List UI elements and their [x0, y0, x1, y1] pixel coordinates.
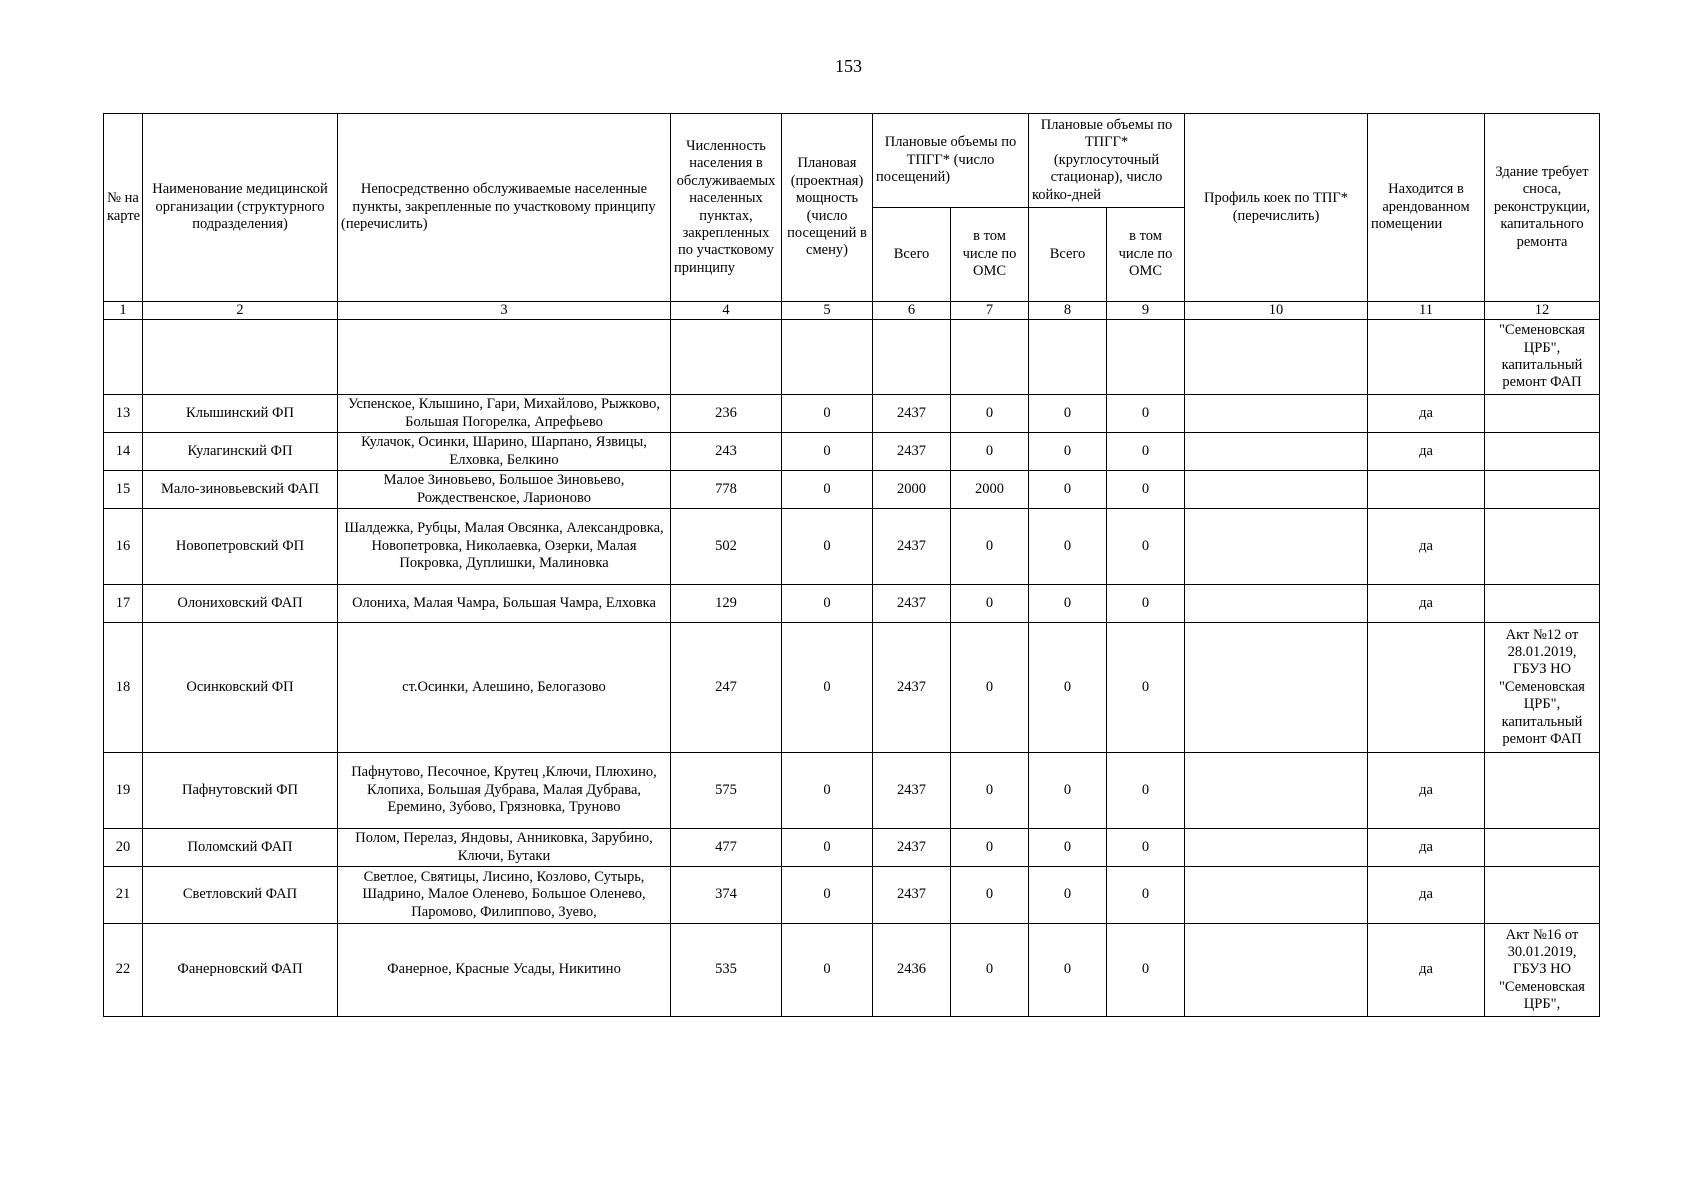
rented — [1368, 471, 1485, 509]
capacity: 0 — [782, 753, 873, 829]
population: 575 — [671, 753, 782, 829]
organization-name: Фанерновский ФАП — [143, 924, 338, 1017]
colnum-2: 2 — [143, 302, 338, 320]
row-number: 21 — [104, 867, 143, 924]
visits-total: 2437 — [873, 585, 951, 623]
beds-total: 0 — [1029, 867, 1107, 924]
colnum-7: 7 — [951, 302, 1029, 320]
colnum-8: 8 — [1029, 302, 1107, 320]
visits-total: 2437 — [873, 509, 951, 585]
repair-note — [1485, 471, 1600, 509]
visits-oms: 0 — [951, 867, 1029, 924]
table-row — [104, 509, 1600, 585]
row-number: 14 — [104, 433, 143, 471]
colnum-3: 3 — [338, 302, 671, 320]
population: 247 — [671, 623, 782, 753]
repair-note — [1485, 509, 1600, 585]
beds-total: 0 — [1029, 509, 1107, 585]
repair-note — [1485, 395, 1600, 433]
population: 236 — [671, 395, 782, 433]
beds-oms: 0 — [1107, 867, 1185, 924]
header-settlements: Непосредственно обслуживаемые населенные пункты, закрепленные по участковому принципу (перечислить) — [338, 114, 671, 302]
colnum-11: 11 — [1368, 302, 1485, 320]
beds-oms: 0 — [1107, 433, 1185, 471]
visits-total: 2437 — [873, 867, 951, 924]
settlements: Полом, Перелаз, Яндовы, Анниковка, Зарубино, Ключи, Бутаки — [338, 829, 671, 867]
settlements: Пафнутово, Песочное, Крутец ,Ключи, Плюхино, Клопиха, Большая Дубрава, Малая Дубрава, Еремино, Зубово, Грязновка, Труново — [338, 753, 671, 829]
capacity: 0 — [782, 867, 873, 924]
colnum-1: 1 — [104, 302, 143, 320]
repair-note — [1485, 753, 1600, 829]
row-number: 17 — [104, 585, 143, 623]
visits-total: 2437 — [873, 623, 951, 753]
settlements: Шалдежка, Рубцы, Малая Овсянка, Александровка, Новопетровка, Николаевка, Озерки, Малая Покровка, Дуплишки, Малиновка — [338, 509, 671, 585]
bed-profile — [1185, 829, 1368, 867]
header-repair: Здание требует сноса, реконструкции, капитального ремонта — [1485, 114, 1600, 302]
visits-total: 2000 — [873, 471, 951, 509]
rented: да — [1368, 395, 1485, 433]
visits-oms: 0 — [951, 433, 1029, 471]
colnum-12: 12 — [1485, 302, 1600, 320]
organization-name: Осинковский ФП — [143, 623, 338, 753]
bed-profile — [1185, 867, 1368, 924]
subheader-visits-oms: в том числе по ОМС — [951, 208, 1029, 302]
settlements: ст.Осинки, Алешино, Белогазово — [338, 623, 671, 753]
bed-profile — [1185, 585, 1368, 623]
bed-profile — [1185, 395, 1368, 433]
table-row — [104, 395, 1600, 433]
repair-note — [1485, 829, 1600, 867]
settlements: Фанерное, Красные Усады, Никитино — [338, 924, 671, 1017]
visits-oms: 0 — [951, 395, 1029, 433]
table-row — [104, 867, 1600, 924]
beds-oms: 0 — [1107, 585, 1185, 623]
visits-total: 2437 — [873, 395, 951, 433]
row-number: 19 — [104, 753, 143, 829]
visits-oms: 0 — [951, 509, 1029, 585]
table-row — [104, 471, 1600, 509]
population: 129 — [671, 585, 782, 623]
header-row — [104, 114, 1600, 208]
page-number: 153 — [835, 56, 862, 76]
bed-profile — [1185, 924, 1368, 1017]
capacity: 0 — [782, 924, 873, 1017]
rented: да — [1368, 433, 1485, 471]
rented — [1368, 623, 1485, 753]
beds-total: 0 — [1029, 471, 1107, 509]
population: 502 — [671, 509, 782, 585]
header-rented: Находится в арендованном помещении — [1368, 114, 1485, 302]
continuation-note: "Семеновская ЦРБ", капитальный ремонт ФАП — [1485, 320, 1600, 395]
row-number: 15 — [104, 471, 143, 509]
population: 374 — [671, 867, 782, 924]
beds-oms: 0 — [1107, 829, 1185, 867]
capacity: 0 — [782, 509, 873, 585]
row-number: 13 — [104, 395, 143, 433]
organization-name: Светловский ФАП — [143, 867, 338, 924]
bed-profile — [1185, 433, 1368, 471]
repair-note: Акт №16 от 30.01.2019, ГБУЗ НО "Семеновская ЦРБ", — [1485, 924, 1600, 1017]
capacity: 0 — [782, 623, 873, 753]
beds-total: 0 — [1029, 623, 1107, 753]
bed-profile — [1185, 471, 1368, 509]
visits-total: 2437 — [873, 829, 951, 867]
organization-name: Пафнутовский ФП — [143, 753, 338, 829]
rented: да — [1368, 829, 1485, 867]
rented: да — [1368, 753, 1485, 829]
settlements: Кулачок, Осинки, Шарино, Шарпано, Язвицы, Елховка, Белкино — [338, 433, 671, 471]
beds-total: 0 — [1029, 395, 1107, 433]
table-row — [104, 924, 1600, 1017]
organization-name: Поломский ФАП — [143, 829, 338, 867]
header-bed-profile: Профиль коек по ТПГ* (перечислить) — [1185, 114, 1368, 302]
table-row — [104, 585, 1600, 623]
visits-total: 2436 — [873, 924, 951, 1017]
population: 778 — [671, 471, 782, 509]
visits-oms: 0 — [951, 585, 1029, 623]
header-beds-group: Плановые объемы по ТПГГ* (круглосуточный стационар), число койко-дней — [1029, 114, 1185, 208]
beds-total: 0 — [1029, 753, 1107, 829]
header-map-number: № на карте — [104, 114, 143, 302]
table-row — [104, 433, 1600, 471]
table-row — [104, 623, 1600, 753]
beds-oms: 0 — [1107, 623, 1185, 753]
beds-oms: 0 — [1107, 753, 1185, 829]
visits-oms: 0 — [951, 753, 1029, 829]
rented: да — [1368, 585, 1485, 623]
population: 243 — [671, 433, 782, 471]
header-population: Численность населения в обслуживаемых населенных пунктах, закрепленных по участковому принципу — [671, 114, 782, 302]
settlements: Олониха, Малая Чамра, Большая Чамра, Елховка — [338, 585, 671, 623]
subheader-visits-total: Всего — [873, 208, 951, 302]
settlements: Малое Зиновьево, Большое Зиновьево, Рождественское, Ларионово — [338, 471, 671, 509]
visits-oms: 0 — [951, 829, 1029, 867]
visits-oms: 0 — [951, 623, 1029, 753]
table-row — [104, 753, 1600, 829]
rented: да — [1368, 867, 1485, 924]
beds-total: 0 — [1029, 433, 1107, 471]
population: 535 — [671, 924, 782, 1017]
repair-note — [1485, 867, 1600, 924]
organization-name: Новопетровский ФП — [143, 509, 338, 585]
header-visits-group: Плановые объемы по ТПГГ* (число посещений) — [873, 114, 1029, 208]
visits-total: 2437 — [873, 753, 951, 829]
visits-oms: 2000 — [951, 471, 1029, 509]
capacity: 0 — [782, 829, 873, 867]
row-number: 16 — [104, 509, 143, 585]
bed-profile — [1185, 509, 1368, 585]
header-capacity: Плановая (проектная) мощность (число посещений в смену) — [782, 114, 873, 302]
capacity: 0 — [782, 433, 873, 471]
beds-total: 0 — [1029, 829, 1107, 867]
capacity: 0 — [782, 585, 873, 623]
colnum-10: 10 — [1185, 302, 1368, 320]
subheader-beds-total: Всего — [1029, 208, 1107, 302]
beds-oms: 0 — [1107, 471, 1185, 509]
beds-total: 0 — [1029, 585, 1107, 623]
organization-name: Олониховский ФАП — [143, 585, 338, 623]
settlements: Светлое, Святицы, Лисино, Козлово, Сутырь, Шадрино, Малое Оленево, Большое Оленево, Паромово, Филиппово, Зуево, — [338, 867, 671, 924]
bed-profile — [1185, 753, 1368, 829]
column-number-row — [104, 302, 1600, 320]
bed-profile — [1185, 623, 1368, 753]
organization-name: Кулагинский ФП — [143, 433, 338, 471]
rented: да — [1368, 509, 1485, 585]
beds-oms: 0 — [1107, 509, 1185, 585]
settlements: Успенское, Клышино, Гари, Михайлово, Рыжково, Большая Погорелка, Апрефьево — [338, 395, 671, 433]
colnum-4: 4 — [671, 302, 782, 320]
row-number: 18 — [104, 623, 143, 753]
table-row — [104, 829, 1600, 867]
visits-oms: 0 — [951, 924, 1029, 1017]
capacity: 0 — [782, 471, 873, 509]
header-organization: Наименование медицинской организации (структурного подразделения) — [143, 114, 338, 302]
row-number: 20 — [104, 829, 143, 867]
repair-note — [1485, 433, 1600, 471]
capacity: 0 — [782, 395, 873, 433]
population: 477 — [671, 829, 782, 867]
organization-name: Мало-зиновьевский ФАП — [143, 471, 338, 509]
repair-note — [1485, 585, 1600, 623]
facilities-table — [103, 113, 1600, 1017]
row-number: 22 — [104, 924, 143, 1017]
colnum-5: 5 — [782, 302, 873, 320]
organization-name: Клышинский ФП — [143, 395, 338, 433]
subheader-beds-oms: в том числе по ОМС — [1107, 208, 1185, 302]
beds-oms: 0 — [1107, 395, 1185, 433]
beds-oms: 0 — [1107, 924, 1185, 1017]
repair-note: Акт №12 от 28.01.2019, ГБУЗ НО "Семеновская ЦРБ", капитальный ремонт ФАП — [1485, 623, 1600, 753]
colnum-6: 6 — [873, 302, 951, 320]
rented: да — [1368, 924, 1485, 1017]
continuation-row — [104, 320, 1600, 395]
colnum-9: 9 — [1107, 302, 1185, 320]
beds-total: 0 — [1029, 924, 1107, 1017]
visits-total: 2437 — [873, 433, 951, 471]
